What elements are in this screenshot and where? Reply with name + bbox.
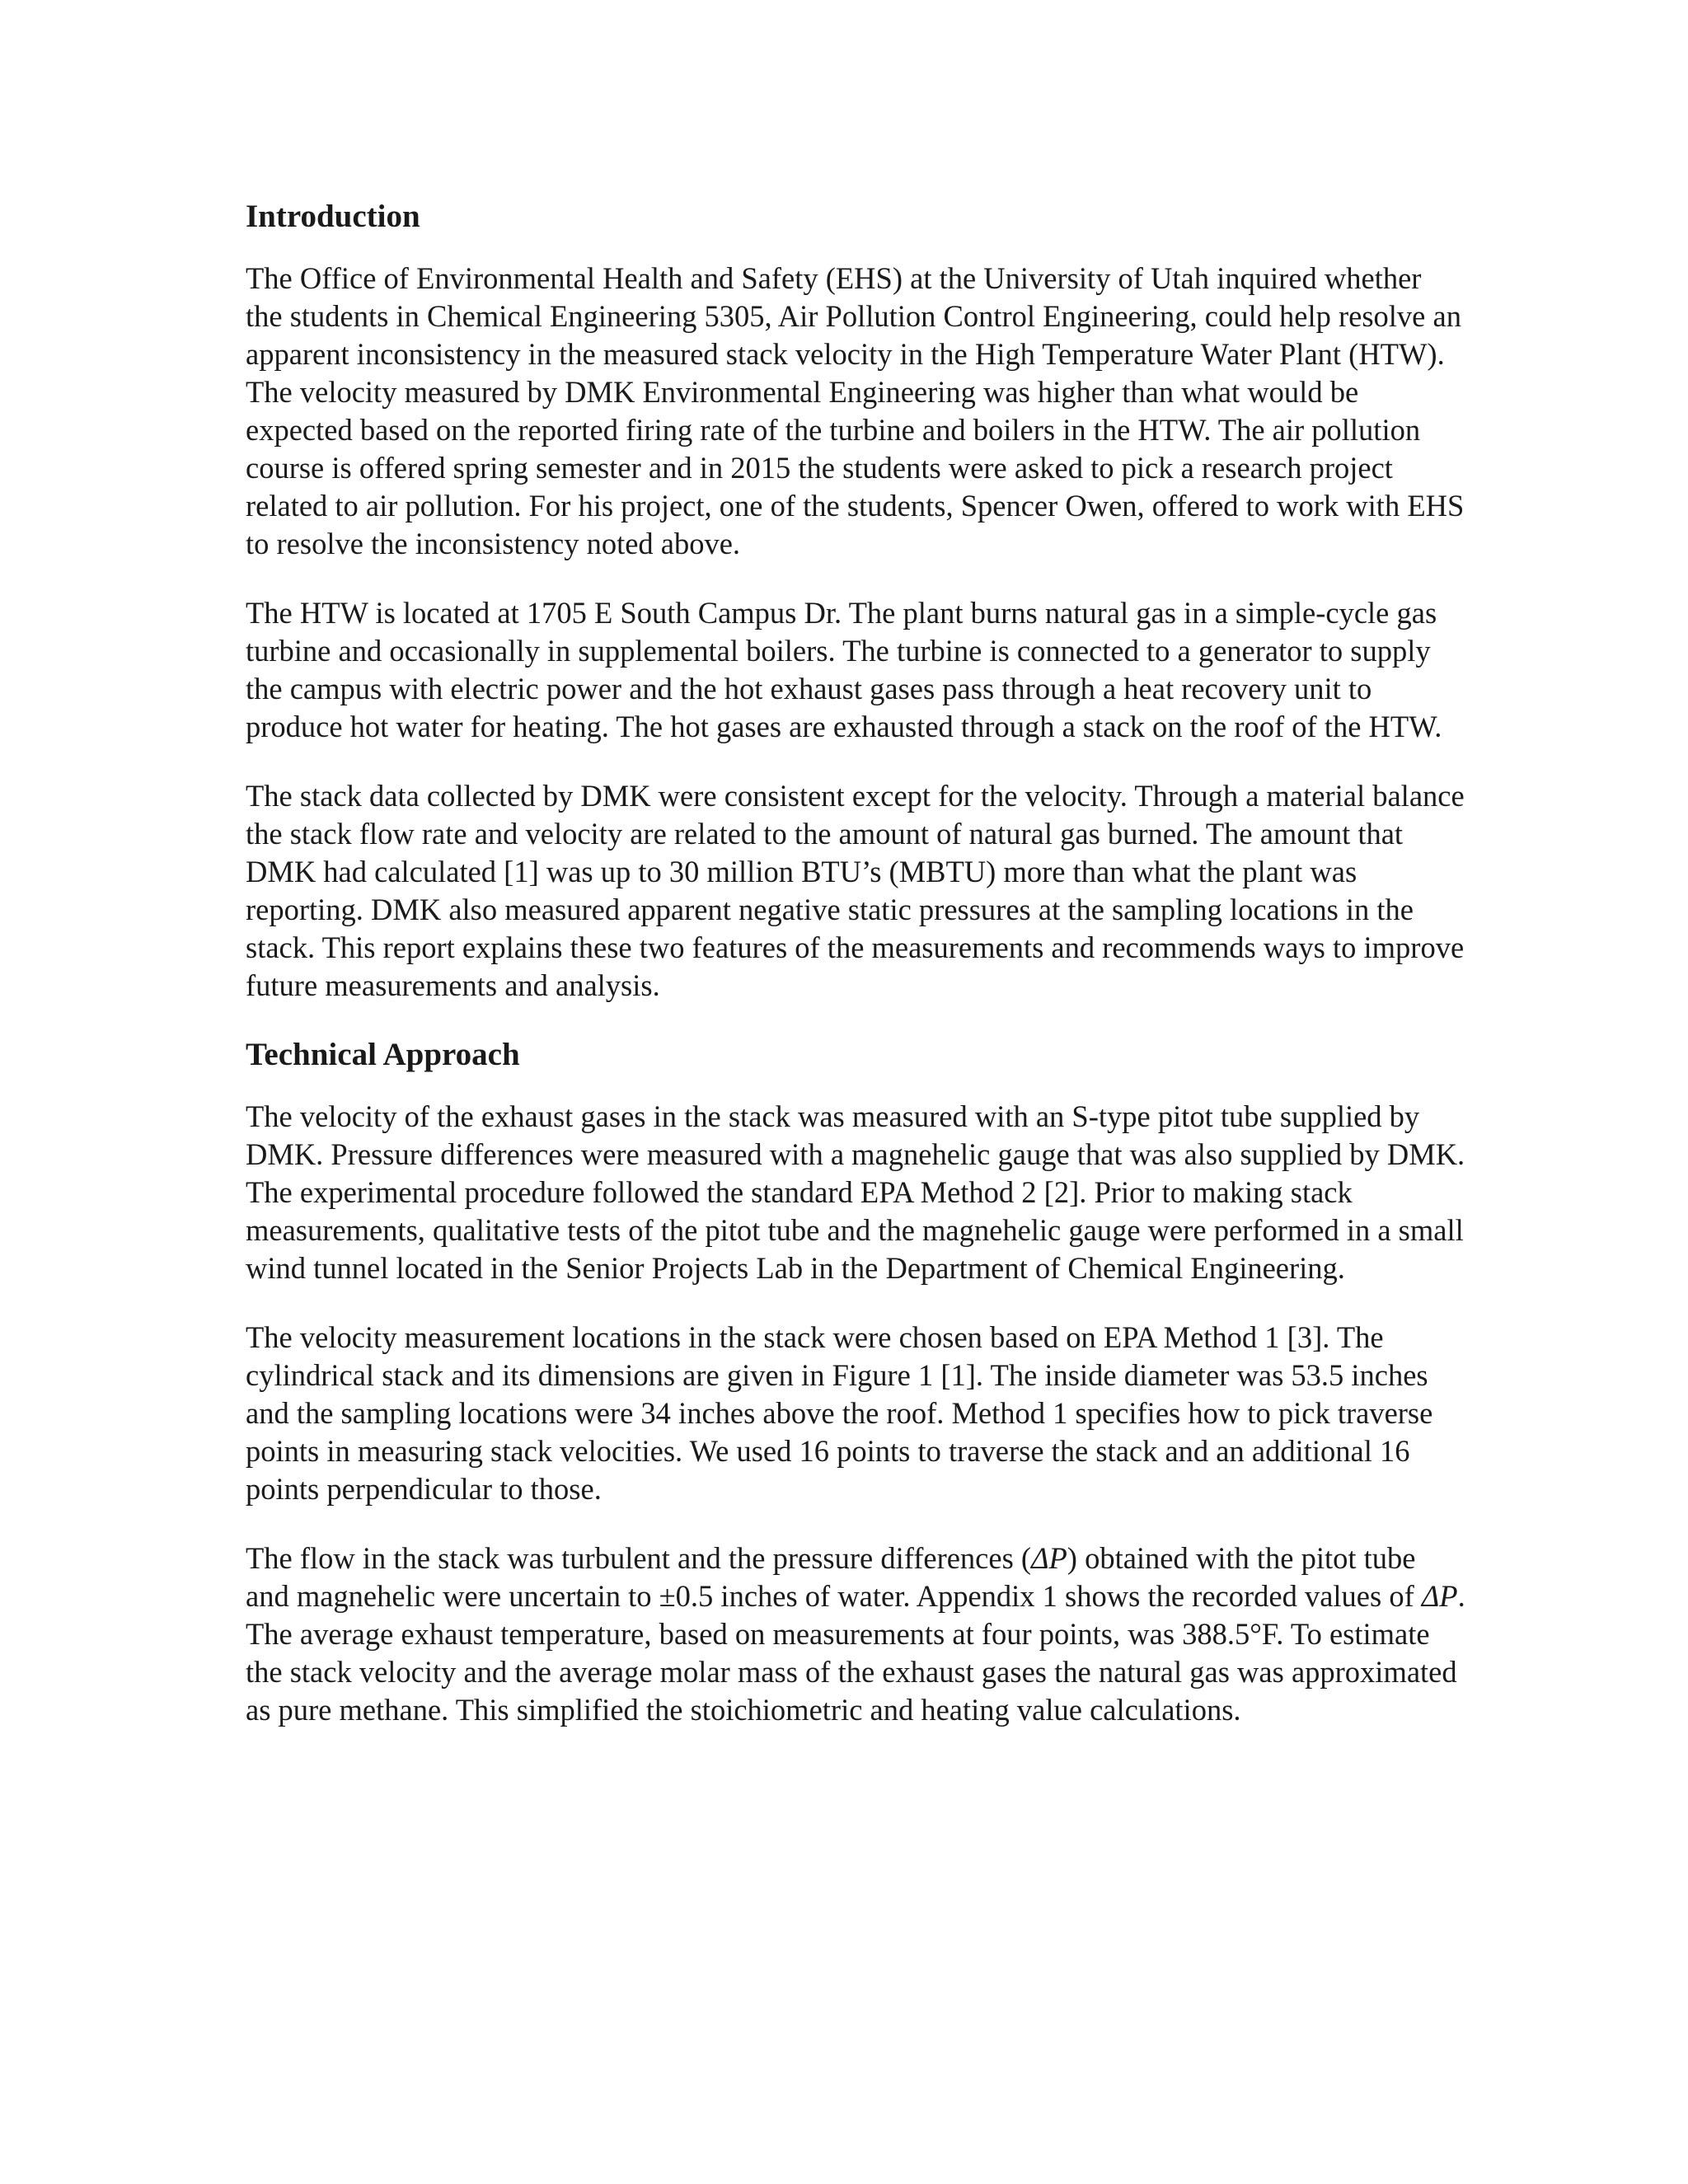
introduction-heading: Introduction (246, 199, 420, 234)
intro-paragraph-2: The HTW is located at 1705 E South Campus Dr. The plant burns natural gas in a simple-cycle gas turbine and occasionally in supplemental boilers. The turbine is connected to a generator to supply the campus with electric power and the hot exhaust gases pass through a heat recovery unit to produce hot water for heating. The hot gases are exhausted through a stack on the roof of the HTW. (246, 595, 1442, 743)
delta-p-symbol: ΔP (1421, 1578, 1458, 1613)
intro-paragraph-1: The Office of Environmental Health and Safety (EHS) at the University of Utah inquired whether the students in Chemical Engineering 5305, Air Pollution Control Engineering, could help resolve an apparent inconsistency in the measured stack velocity in the High Temperature Water Plant (HTW). The velocity measured by DMK Environmental Engineering was higher than what would be expected based on the reported firing rate of the turbine and boilers in the HTW. The air pollution course is offered spring semester and in 2015 the students were asked to pick a research project related to air pollution. For his project, one of the students, Spencer Owen, offered to work with EHS to resolve the inconsistency noted above. (246, 260, 1465, 560)
intro-paragraph-3: The stack data collected by DMK were consistent except for the velocity. Through a material balance the stack flow rate and velocity are related to the amount of natural gas burned. The amount that DMK had calculated [1] was up to 30 million BTU’s (MBTU) more than what the plant was reporting. DMK also measured apparent negative static pressures at the sampling locations in the stack. This report explains these two features of the measurements and recommends ways to improve future measurements and analysis. (246, 778, 1465, 1002)
delta-p-symbol: ΔP (1031, 1540, 1067, 1575)
paragraph-text: The flow in the stack was turbulent and the pressure differences ( (246, 1540, 1032, 1575)
document-page (246, 198, 1465, 1760)
paragraph-text: ) obtained with the pitot tube and magnehelic were uncertain to ±0.5 inches of water. Appendix 1 shows the recorded values of (246, 1540, 1422, 1613)
paragraph-text: . The average exhaust temperature, based on measurements at four points, was 388.5°F. To estimate the stack velocity and the average molar mass of the exhaust gases the natural gas was approximated as pure methane. This simplified the stoichiometric and heating value calculations. (246, 1578, 1465, 1727)
technical-paragraph-2: The velocity measurement locations in the stack were chosen based on EPA Method 1 [3]. The cylindrical stack and its dimensions are given in Figure 1 [1]. The inside diameter was 53.5 inches and the sampling locations were 34 inches above the roof. Method 1 specifies how to pick traverse points in measuring stack velocities. We used 16 points to traverse the stack and an additional 16 points perpendicular to those. (246, 1319, 1433, 1506)
technical-paragraph-3 (246, 1540, 1465, 1729)
technical-approach-heading: Technical Approach (246, 1036, 520, 1072)
technical-paragraph-1: The velocity of the exhaust gases in the stack was measured with an S-type pitot tube supplied by DMK. Pressure differences were measured with a magnehelic gauge that was also supplied by DMK. The experimental procedure followed the standard EPA Method 2 [2]. Prior to making stack measurements, qualitative tests of the pitot tube and the magnehelic gauge were performed in a small wind tunnel located in the Senior Projects Lab in the Department of Chemical Engineering. (246, 1099, 1465, 1285)
